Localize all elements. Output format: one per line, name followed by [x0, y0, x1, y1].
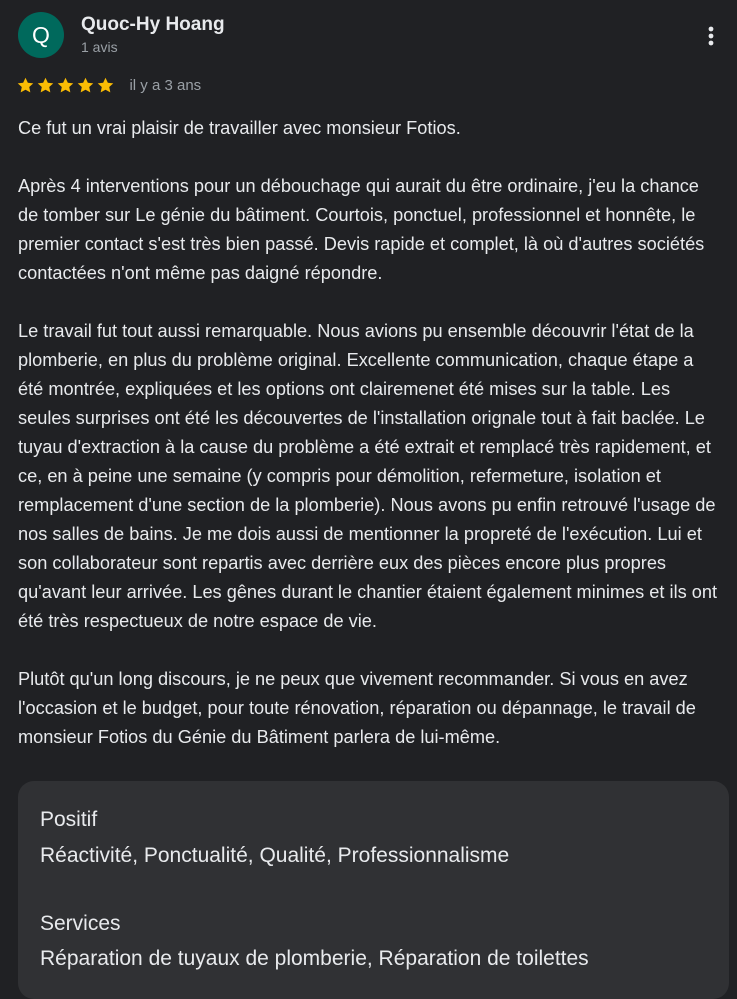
- more-vert-icon: [699, 24, 723, 48]
- reviewer-review-count: 1 avis: [81, 39, 118, 55]
- review-attributes: [18, 781, 729, 999]
- star-icon: [76, 76, 95, 95]
- star-icon: [36, 76, 55, 95]
- services-label: Services: [40, 912, 121, 935]
- reviewer-name[interactable]: Quoc-Hy Hoang: [81, 14, 225, 35]
- star-rating: [16, 76, 116, 95]
- positive-value: Réactivité, Ponctualité, Qualité, Professionnalisme: [40, 844, 510, 867]
- star-icon: [16, 76, 35, 95]
- review-paragraph: Après 4 interventions pour un débouchage qui aurait du être ordinaire, j'eu la chance de tomber sur Le génie du bâtiment. Courtois, ponctuel, professionnel et honnête, le premier contact s'est très bien passé. Devis rapide et complet, là où d'autres sociétés contactées n'ont même pas daigné répondre.: [18, 176, 705, 283]
- services-value: Réparation de tuyaux de plomberie, Réparation de toilettes: [40, 947, 589, 970]
- positive-label: Positif: [40, 808, 98, 831]
- rating-row: [16, 76, 201, 98]
- review-paragraph: Le travail fut tout aussi remarquable. Nous avions pu ensemble découvrir l'état de la plomberie, en plus du problème original. Excellente communication, chaque étape a été montrée, expliquées et les options ont clairemenet été mises sur la table. Les seules surprises ont été les découvertes de l'installation orignale tout à fait baclée. Le tuyau d'extraction à la cause du problème a été extrait et remplacé très rapidement, et ce, en à peine une semaine (y compris pour démolition, refermeture, isolation et remplacement d'une section de la plomberie). Nous avons pu enfin retrouvé l'usage de nos salles de bains. Je me dois aussi de mentionner la propreté de l'exécution. Lui et son collaborateur sont repartis avec derrière eux des pièces encore plus propres qu'avant leur arrivée. Les gênes durant le chantier étaient également minimes et ils ont été très respectueux de notre espace de vie.: [18, 321, 718, 631]
- review-date: il y a 3 ans: [129, 77, 202, 94]
- more-options-button[interactable]: [699, 24, 723, 48]
- review-header: [18, 12, 718, 62]
- review-text: [18, 114, 723, 752]
- review-paragraph: Ce fut un vrai plaisir de travailler avec monsieur Fotios.: [18, 118, 461, 138]
- star-icon: [56, 76, 75, 95]
- avatar[interactable]: Q: [18, 12, 64, 58]
- review-paragraph: Plutôt qu'un long discours, je ne peux que vivement recommander. Si vous en avez l'occasion et le budget, pour toute rénovation, réparation ou dépannage, le travail de monsieur Fotios du Génie du Bâtiment parlera de lui-même.: [18, 669, 696, 747]
- star-icon: [96, 76, 115, 95]
